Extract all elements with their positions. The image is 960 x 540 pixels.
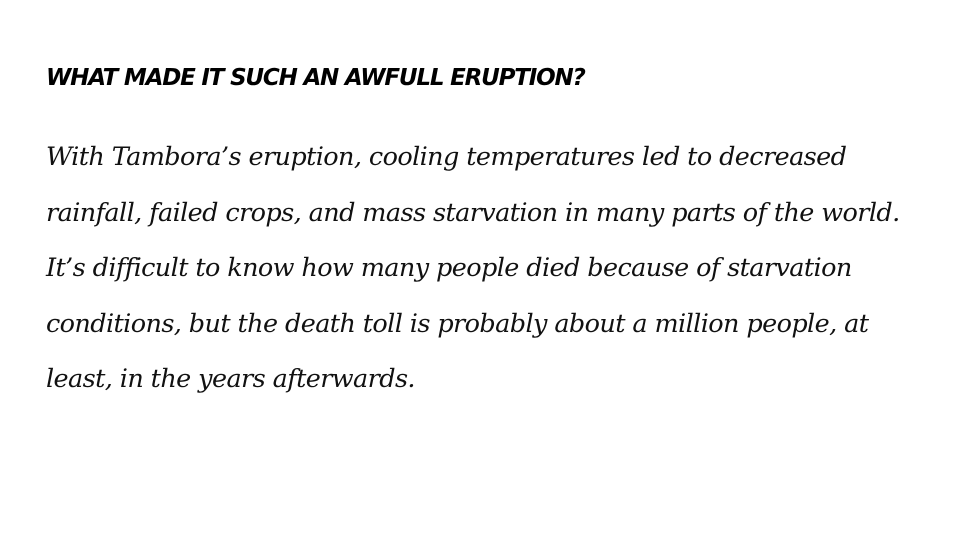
slide-body-text: With Tambora’s eruption, cooling temperatures led to decreased rainfall, failed crops, and mass starvation in many parts of the world. It’s difficult to know how many people died because of starvation conditions, but the death toll is probably about a million people, at least, in the years afterwards.	[46, 142, 900, 394]
slide-title: WHAT MADE IT SUCH AN AWFULL ERUPTION?	[46, 65, 585, 91]
